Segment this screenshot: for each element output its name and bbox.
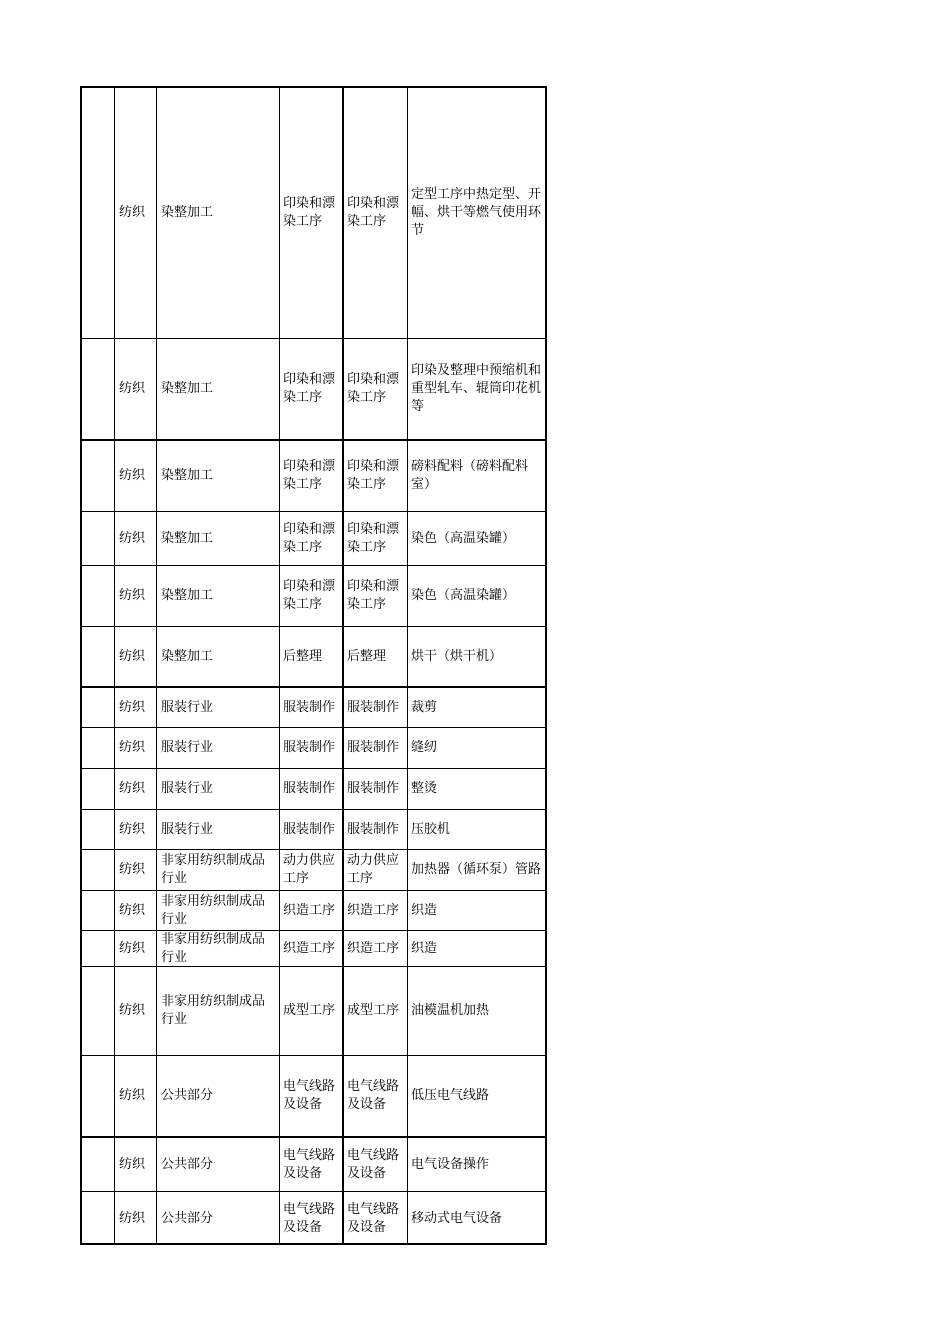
industry-cell-text: 纺织 <box>119 781 146 796</box>
industry-cell <box>115 566 157 626</box>
sector-cell-text: 服装行业 <box>161 740 214 755</box>
table-row <box>82 891 545 931</box>
subprocess-cell-text: 印染和漂染工序 <box>347 459 400 492</box>
row-number-cell <box>82 728 115 768</box>
industry-cell <box>115 850 157 890</box>
sector-cell-text: 非家用纺织制成品行业 <box>161 931 266 965</box>
location-cell-text: 移动式电气设备 <box>411 1210 503 1226</box>
process-cell <box>280 1056 344 1136</box>
industry-cell-text: 纺织 <box>119 588 146 603</box>
process-cell <box>280 891 344 930</box>
sector-cell <box>157 891 280 930</box>
subprocess-cell <box>344 728 408 768</box>
sector-cell-text: 染整加工 <box>161 205 214 220</box>
industry-cell-text: 纺织 <box>119 699 146 715</box>
sector-cell-text: 染整加工 <box>161 588 214 603</box>
table-row <box>82 339 545 441</box>
location-cell <box>408 441 547 511</box>
sector-cell-text: 公共部分 <box>161 1210 214 1226</box>
location-cell-text: 电气设备操作 <box>411 1156 490 1172</box>
sector-cell <box>157 441 280 511</box>
process-cell-text: 织造工序 <box>283 940 336 956</box>
industry-cell <box>115 769 157 809</box>
table-row <box>82 1192 545 1245</box>
industry-cell-text: 纺织 <box>119 648 146 664</box>
location-cell <box>408 891 547 930</box>
table-row <box>82 688 545 728</box>
industry-cell <box>115 441 157 511</box>
sector-cell-text: 非家用纺织制成品行业 <box>161 893 266 927</box>
process-cell-text: 印染和漂染工序 <box>283 521 336 555</box>
location-cell-text: 烘干（烘干机） <box>411 648 503 664</box>
location-cell-text: 油模温机加热 <box>411 1003 490 1018</box>
process-cell <box>280 1138 344 1191</box>
location-cell-text: 染色（高温染罐） <box>411 588 516 603</box>
subprocess-cell-text: 服装制作 <box>347 781 400 796</box>
row-number-cell <box>82 769 115 809</box>
sector-cell-text: 染整加工 <box>161 530 214 546</box>
industry-cell-text: 纺织 <box>119 530 146 546</box>
location-cell-text: 印染及整理中预缩机和重型轧车、辊筒印花机等 <box>411 363 542 414</box>
row-number-cell <box>82 810 115 849</box>
table-row <box>82 810 545 850</box>
process-cell-text: 电气线路及设备 <box>283 1201 336 1235</box>
sector-cell <box>157 688 280 727</box>
subprocess-cell <box>344 891 408 930</box>
sector-cell <box>157 1138 280 1191</box>
process-cell-text: 电气线路及设备 <box>283 1079 336 1112</box>
process-cell <box>280 850 344 890</box>
sector-cell-text: 服装行业 <box>161 781 214 796</box>
process-cell <box>280 967 344 1055</box>
sector-cell-text: 公共部分 <box>161 1088 214 1103</box>
subprocess-cell <box>344 1138 408 1191</box>
process-cell <box>280 566 344 626</box>
sector-cell-text: 服装行业 <box>161 699 214 715</box>
table-row <box>82 931 545 967</box>
sector-cell-text: 染整加工 <box>161 468 214 483</box>
table-row <box>82 1056 545 1138</box>
subprocess-cell <box>344 1056 408 1136</box>
process-cell-text: 印染和漂染工序 <box>283 196 336 229</box>
table-row <box>82 850 545 891</box>
row-number-cell <box>82 967 115 1055</box>
location-cell-text: 加热器（循环泵）管路 <box>411 862 542 877</box>
subprocess-cell <box>344 88 408 338</box>
row-number-cell <box>82 1138 115 1191</box>
process-cell <box>280 810 344 849</box>
location-cell <box>408 810 547 849</box>
row-number-cell <box>82 688 115 727</box>
subprocess-cell-text: 印染和漂染工序 <box>347 196 400 229</box>
sector-cell <box>157 88 280 338</box>
table-row <box>82 627 545 688</box>
table-row <box>82 88 545 339</box>
location-cell <box>408 850 547 890</box>
location-cell-text: 织造 <box>411 940 438 956</box>
subprocess-cell <box>344 339 408 439</box>
row-number-cell <box>82 339 115 439</box>
row-number-cell <box>82 88 115 338</box>
sector-cell <box>157 512 280 565</box>
row-number-cell <box>82 627 115 686</box>
sector-cell-text: 染整加工 <box>161 381 214 396</box>
process-cell <box>280 339 344 439</box>
industry-cell-text: 纺织 <box>119 940 146 956</box>
subprocess-cell-text: 织造工序 <box>347 902 400 918</box>
subprocess-cell <box>344 688 408 727</box>
table-row <box>82 512 545 566</box>
sector-cell <box>157 850 280 890</box>
subprocess-cell <box>344 627 408 686</box>
table-row <box>82 566 545 627</box>
subprocess-cell-text: 服装制作 <box>347 740 400 755</box>
industry-cell-text: 纺织 <box>119 821 146 837</box>
subprocess-cell-text: 服装制作 <box>347 699 400 715</box>
row-number-cell <box>82 891 115 930</box>
industry-cell <box>115 728 157 768</box>
subprocess-cell <box>344 441 408 511</box>
location-cell <box>408 931 547 966</box>
process-cell-text: 织造工序 <box>283 902 336 918</box>
subprocess-cell <box>344 566 408 626</box>
location-cell-text: 低压电气线路 <box>411 1088 490 1103</box>
sector-cell <box>157 1192 280 1245</box>
industry-cell-text: 纺织 <box>119 902 146 918</box>
industry-cell-text: 纺织 <box>119 468 146 483</box>
process-cell-text: 印染和漂染工序 <box>283 459 336 492</box>
subprocess-cell <box>344 931 408 966</box>
location-cell <box>408 566 547 626</box>
subprocess-cell-text: 后整理 <box>347 648 387 664</box>
industry-cell <box>115 1192 157 1245</box>
industry-cell <box>115 627 157 686</box>
process-cell-text: 服装制作 <box>283 781 336 796</box>
sector-cell-text: 非家用纺织制成品行业 <box>161 853 266 886</box>
sector-cell <box>157 967 280 1055</box>
industry-cell <box>115 931 157 966</box>
sector-cell <box>157 566 280 626</box>
subprocess-cell-text: 印染和漂染工序 <box>347 579 400 612</box>
location-cell-text: 裁剪 <box>411 699 438 715</box>
process-cell-text: 电气线路及设备 <box>283 1147 336 1181</box>
subprocess-cell <box>344 512 408 565</box>
location-cell <box>408 512 547 565</box>
table-row <box>82 728 545 769</box>
industry-cell <box>115 967 157 1055</box>
sector-cell <box>157 627 280 686</box>
table-row <box>82 967 545 1056</box>
sector-cell-text: 服装行业 <box>161 821 214 837</box>
industry-cell <box>115 1056 157 1136</box>
sector-cell <box>157 339 280 439</box>
table-row <box>82 441 545 512</box>
industry-cell-text: 纺织 <box>119 381 146 396</box>
industry-cell <box>115 512 157 565</box>
subprocess-cell-text: 电气线路及设备 <box>347 1201 400 1235</box>
subprocess-cell-text: 成型工序 <box>347 1003 400 1018</box>
process-cell-text: 后整理 <box>283 648 323 664</box>
table-row <box>82 1138 545 1192</box>
process-cell <box>280 512 344 565</box>
subprocess-cell <box>344 850 408 890</box>
sector-cell-text: 非家用纺织制成品行业 <box>161 994 266 1027</box>
sector-cell-text: 染整加工 <box>161 648 214 664</box>
subprocess-cell <box>344 967 408 1055</box>
subprocess-cell-text: 电气线路及设备 <box>347 1147 400 1181</box>
process-cell <box>280 1192 344 1245</box>
industry-cell-text: 纺织 <box>119 740 146 755</box>
location-cell <box>408 688 547 727</box>
process-cell-text: 服装制作 <box>283 740 336 755</box>
row-number-cell <box>82 512 115 565</box>
industry-cell-text: 纺织 <box>119 1003 146 1018</box>
process-cell <box>280 931 344 966</box>
subprocess-cell-text: 电气线路及设备 <box>347 1079 400 1112</box>
process-cell <box>280 688 344 727</box>
location-cell <box>408 627 547 686</box>
row-number-cell <box>82 566 115 626</box>
location-cell-text: 定型工序中热定型、开幅、烘干等燃气使用环节 <box>411 187 542 238</box>
process-cell <box>280 88 344 338</box>
subprocess-cell-text: 织造工序 <box>347 940 400 956</box>
process-cell <box>280 627 344 686</box>
subprocess-cell-text: 印染和漂染工序 <box>347 521 400 555</box>
location-cell <box>408 339 547 439</box>
risk-table <box>80 86 547 1245</box>
industry-cell <box>115 1138 157 1191</box>
sector-cell <box>157 810 280 849</box>
row-number-cell <box>82 850 115 890</box>
location-cell <box>408 1192 547 1245</box>
location-cell-text: 磅料配料（磅料配料室） <box>411 459 529 492</box>
sector-cell <box>157 728 280 768</box>
sector-cell <box>157 931 280 966</box>
process-cell-text: 印染和漂染工序 <box>283 579 336 612</box>
subprocess-cell <box>344 769 408 809</box>
industry-cell-text: 纺织 <box>119 1210 146 1226</box>
location-cell <box>408 1138 547 1191</box>
subprocess-cell-text: 印染和漂染工序 <box>347 372 400 405</box>
process-cell-text: 印染和漂染工序 <box>283 372 336 405</box>
industry-cell-text: 纺织 <box>119 205 146 220</box>
row-number-cell <box>82 1056 115 1136</box>
industry-cell-text: 纺织 <box>119 1088 146 1103</box>
location-cell-text: 缝纫 <box>411 740 438 755</box>
location-cell <box>408 1056 547 1136</box>
location-cell-text: 整烫 <box>411 781 438 796</box>
location-cell <box>408 967 547 1055</box>
table-row <box>82 769 545 810</box>
industry-cell <box>115 810 157 849</box>
location-cell-text: 染色（高温染罐） <box>411 530 516 546</box>
industry-cell-text: 纺织 <box>119 1156 146 1172</box>
process-cell-text: 动力供应工序 <box>283 853 336 886</box>
subprocess-cell-text: 动力供应工序 <box>347 853 400 886</box>
process-cell-text: 成型工序 <box>283 1003 336 1018</box>
process-cell <box>280 769 344 809</box>
industry-cell <box>115 688 157 727</box>
row-number-cell <box>82 931 115 966</box>
location-cell <box>408 728 547 768</box>
industry-cell-text: 纺织 <box>119 862 146 877</box>
subprocess-cell-text: 服装制作 <box>347 821 400 837</box>
industry-cell <box>115 88 157 338</box>
sector-cell-text: 公共部分 <box>161 1156 214 1172</box>
subprocess-cell <box>344 1192 408 1245</box>
process-cell <box>280 441 344 511</box>
row-number-cell <box>82 1192 115 1245</box>
location-cell <box>408 88 547 338</box>
process-cell-text: 服装制作 <box>283 699 336 715</box>
subprocess-cell <box>344 810 408 849</box>
location-cell-text: 织造 <box>411 902 438 918</box>
industry-cell <box>115 339 157 439</box>
process-cell <box>280 728 344 768</box>
location-cell <box>408 769 547 809</box>
sector-cell <box>157 1056 280 1136</box>
row-number-cell <box>82 441 115 511</box>
process-cell-text: 服装制作 <box>283 821 336 837</box>
industry-cell <box>115 891 157 930</box>
sector-cell <box>157 769 280 809</box>
location-cell-text: 压胶机 <box>411 821 451 837</box>
